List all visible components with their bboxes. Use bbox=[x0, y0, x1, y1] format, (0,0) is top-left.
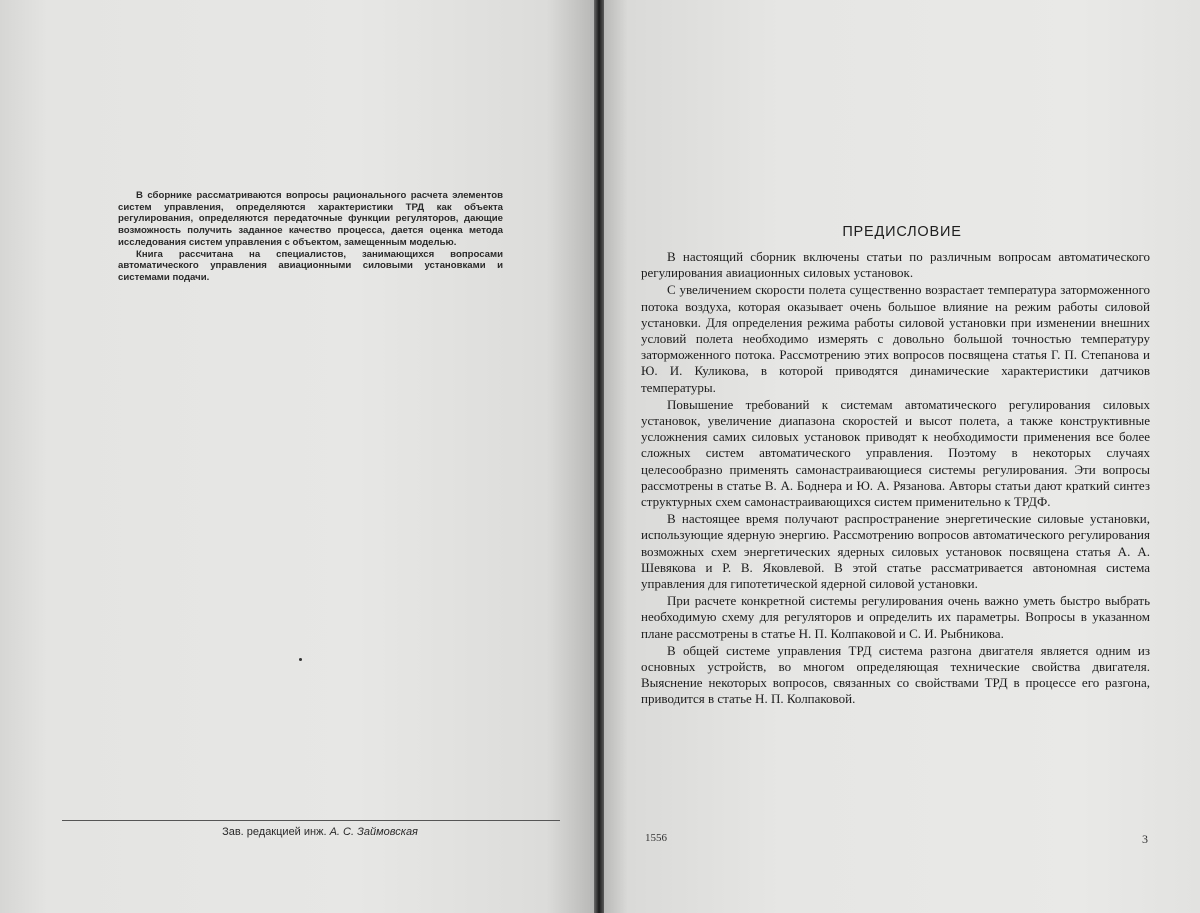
preface-paragraph: В настоящий сборник включены статьи по различным вопросам автоматического регулирования авиационных силовых установок. bbox=[641, 249, 1150, 281]
footer-rule bbox=[62, 820, 560, 821]
signature-mark: 1556 bbox=[645, 832, 667, 844]
right-page bbox=[604, 0, 1200, 913]
editor-name: А. С. Займовская bbox=[329, 826, 418, 838]
page-title: ПРЕДИСЛОВИЕ bbox=[842, 224, 962, 240]
preface-paragraph: В общей системе управления ТРД система разгона двигателя является одним из основных устройств, во многом определяющая технические свойства двигателя. Выяснение некоторых вопросов, связанных со свойствами ТРД в процессе его разгона, приводится в статье Н. П. Колпаковой. bbox=[641, 642, 1150, 707]
preface-paragraph: Повышение требований к системам автоматического регулирования силовых установок, увеличение диапазона скоростей и высот полета, а также конструктивные усложнения самих силовых установок приводят к необходимости применения все более сложных систем автоматического управления. Поэтому в некоторых случаях целесообразно применять самонастраивающиеся системы регулирования. Эти вопросы рассмотрены в статье В. А. Боднера и Ю. А. Рязанова. Авторы статьи дают краткий синтез структурных схем самонастраивающихся систем применительно к ТРДФ. bbox=[641, 396, 1150, 510]
page-number: 3 bbox=[1142, 832, 1148, 846]
book-gutter bbox=[594, 0, 604, 913]
left-page bbox=[0, 0, 594, 913]
preface-paragraph: При расчете конкретной системы регулирования очень важно уметь быстро выбрать необходимую схему для регуляторов и определить их параметры. Вопросы в указанном плане рассмотрены в статье Н. П. Колпаковой и С. И. Рыбникова. bbox=[641, 593, 1150, 641]
abstract-paragraph: Книга рассчитана на специалистов, занимающихся вопросами автоматического управления авиационными силовыми установками и системами подачи. bbox=[118, 248, 503, 283]
preface-paragraph: В настоящее время получают распространение энергетические силовые установки, использующие ядерную энергию. Рассмотрению вопросов автоматического регулирования возможных схем энергетических ядерных силовых установок посвящена статья А. А. Шевякова и Р. В. Яковлевой. В этой статье рассматривается автономная система управления для гипотетической ядерной силовой установки. bbox=[641, 511, 1150, 592]
preface-body bbox=[641, 249, 1150, 709]
abstract-paragraph: В сборнике рассматриваются вопросы рационального расчета элементов систем управления, определяются характеристики ТРД как объекта регулирования, определяются передаточные функции регуляторов, дающие возможность получить заданное качество процесса, дается оценка метода исследования систем управления с объектом, замещенным моделью. bbox=[118, 190, 503, 248]
abstract bbox=[118, 190, 503, 284]
editor-prefix: Зав. редакцией инж. bbox=[222, 826, 327, 838]
ink-speck bbox=[299, 658, 302, 661]
preface-paragraph: С увеличением скорости полета существенно возрастает температура заторможенного потока воздуха, которая оказывает очень большое влияние на режим работы силовой установки. Для определения режима работы силовой установки при изменении внешних условий полета необходимо измерять с довольно большой точностью температуру заторможенного потока. Рассмотрению этих вопросов посвящена статья Г. П. Степанова и Ю. И. Куликова, в которой приводятся динамические характеристики датчиков температуры. bbox=[641, 282, 1150, 395]
editor-credit bbox=[120, 826, 520, 838]
